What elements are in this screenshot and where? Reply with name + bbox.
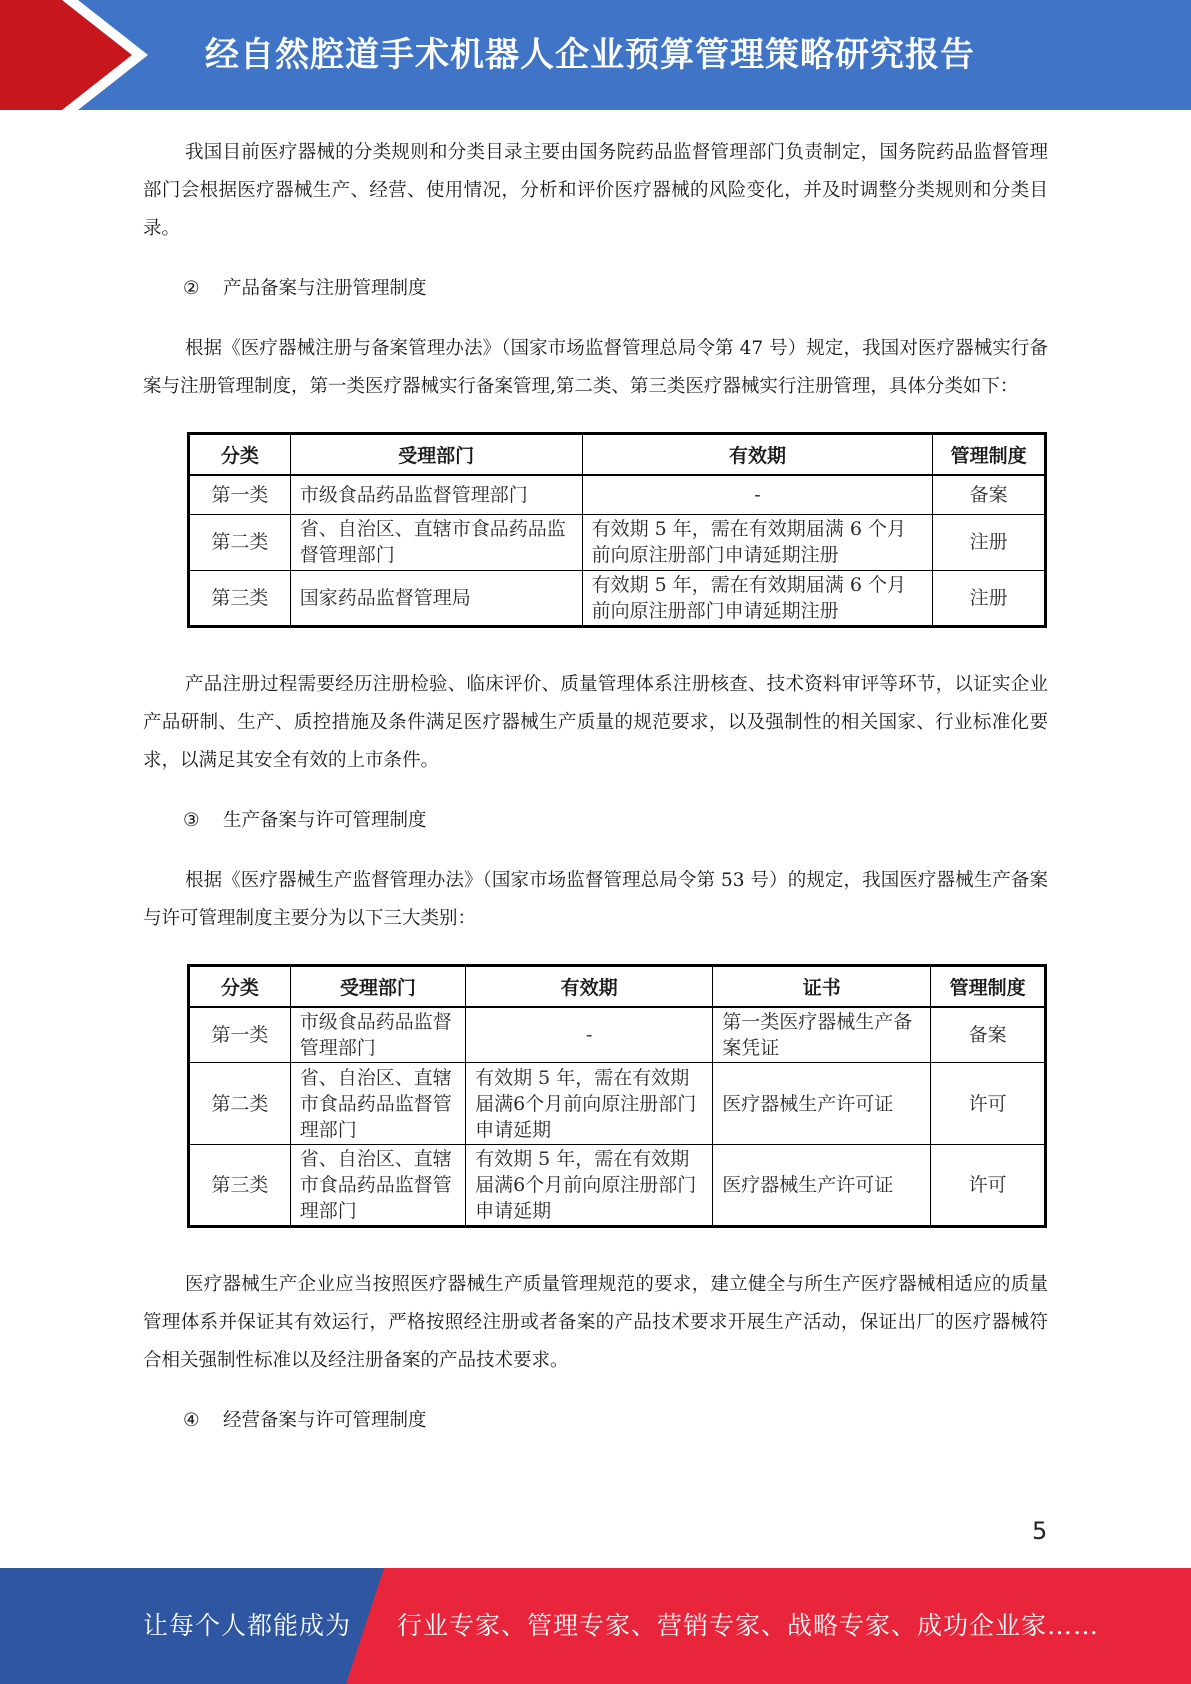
paragraph-production-regulation: 根据《医疗器械生产监督管理办法》（国家市场监督管理总局令第 53 号）的规定，我国医疗器械生产备案与许可管理制度主要分为以下三大类别： [143,869,1048,929]
table-row [189,514,1046,570]
table-cell: 注册 [933,570,1046,626]
table-cell: 省、自治区、直辖市食品药品监督管理部门 [290,1145,465,1227]
table-header-cell: 受理部门 [290,965,465,1007]
paragraph-classification-rules: 我国目前医疗器械的分类规则和分类目录主要由国务院药品监督管理部门负责制定，国务院药品监督管理部门会根据医疗器械生产、经营、使用情况，分析和评价医疗器械的风险变化，并及时调整分类规则和分类目录。 [143,142,1048,239]
section-heading-production-license [143,802,1048,840]
table-cell: - [582,475,933,514]
table-header-cell: 分类 [189,434,291,476]
report-title: 经自然腔道手术机器人企业预算管理策略研究报告 [205,35,975,75]
table-row [189,1145,1046,1227]
table-cell: 医疗器械生产许可证 [713,1063,931,1145]
header-arrow-decoration [0,0,150,110]
section-number: ② [183,278,200,299]
table-cell: 有效期 5 年，需在有效期届满6个月前向原注册部门申请延期 [466,1063,713,1145]
registration-table [187,432,1047,628]
table-header-cell: 有效期 [582,434,933,476]
table-cell: 国家药品监督管理局 [290,570,582,626]
footer-slogan-left: 让每个人都能成为 [143,1611,352,1640]
table-row [189,1007,1046,1063]
table-cell: 备案 [931,1007,1046,1063]
table-header-cell: 分类 [189,965,291,1007]
table-cell: 有效期 5 年，需在有效期届满 6 个月前向原注册部门申请延期注册 [582,570,933,626]
section-number: ③ [183,809,200,831]
paragraph-registration-regulation: 根据《医疗器械注册与备案管理办法》（国家市场监督管理总局令第 47 号）规定，我国对医疗器械实行备案与注册管理制度，第一类医疗器械实行备案管理,第二类、第三类医疗器械实行注册管理，具体分类如下： [143,338,1048,397]
table-header-row [189,434,1046,476]
section-heading-product-registration [143,270,1048,308]
table-header-row [189,965,1046,1007]
table-cell: 市级食品药品监督管理部门 [290,475,582,514]
table-row [189,570,1046,626]
section-heading-operation-license [143,1402,1048,1440]
section-number: ④ [183,1410,200,1431]
table-cell: 第一类 [189,1007,291,1063]
production-license-table [187,964,1047,1229]
table-cell: 第三类 [189,570,291,626]
table-cell: 第二类 [189,514,291,570]
table-header-cell: 有效期 [466,965,713,1007]
main-content [143,134,1048,1440]
table-cell: - [466,1007,713,1063]
table-cell: 有效期 5 年，需在有效期届满 6 个月前向原注册部门申请延期注册 [582,514,933,570]
table-cell: 第二类 [189,1063,291,1145]
table-cell: 第三类 [189,1145,291,1227]
page-header [0,0,1191,110]
table-cell: 有效期 5 年，需在有效期届满6个月前向原注册部门申请延期 [466,1145,713,1227]
page-number: 5 [1032,1517,1048,1545]
section-heading-text: 生产备案与许可管理制度 [223,809,427,831]
table-cell: 省、自治区、直辖市食品药品监督管理部门 [290,514,582,570]
table-header-cell: 管理制度 [931,965,1046,1007]
table-cell: 第一类 [189,475,291,514]
table-cell: 医疗器械生产许可证 [713,1145,931,1227]
table-cell: 第一类医疗器械生产备案凭证 [713,1007,931,1063]
table-header-cell: 受理部门 [290,434,582,476]
table-row [189,1063,1046,1145]
table-cell: 市级食品药品监督管理部门 [290,1007,465,1063]
footer-slogan-right: 行业专家、管理专家、营销专家、战略专家、成功企业家…… [397,1611,1100,1640]
table-cell: 注册 [933,514,1046,570]
table-header-cell: 管理制度 [933,434,1046,476]
paragraph-registration-process: 产品注册过程需要经历注册检验、临床评价、质量管理体系注册核查、技术资料审评等环节，以证实企业产品研制、生产、质控措施及条件满足医疗器械生产质量的规范要求，以及强制性的相关国家、行业标准化要求，以满足其安全有效的上市条件。 [143,673,1048,771]
table-cell: 许可 [931,1063,1046,1145]
table-cell: 备案 [933,475,1046,514]
section-heading-text: 产品备案与注册管理制度 [223,278,427,299]
table-cell: 许可 [931,1145,1046,1227]
table-header-cell: 证书 [713,965,931,1007]
table-cell: 省、自治区、直辖市食品药品监督管理部门 [290,1063,465,1145]
page-footer [0,1568,1191,1684]
paragraph-quality-management: 医疗器械生产企业应当按照医疗器械生产质量管理规范的要求，建立健全与所生产医疗器械相适应的质量管理体系并保证其有效运行，严格按照经注册或者备案的产品技术要求开展生产活动，保证出厂的医疗器械符合相关强制性标准以及经注册备案的产品技术要求。 [143,1274,1048,1371]
section-heading-text: 经营备案与许可管理制度 [223,1410,427,1431]
table-row [189,475,1046,514]
